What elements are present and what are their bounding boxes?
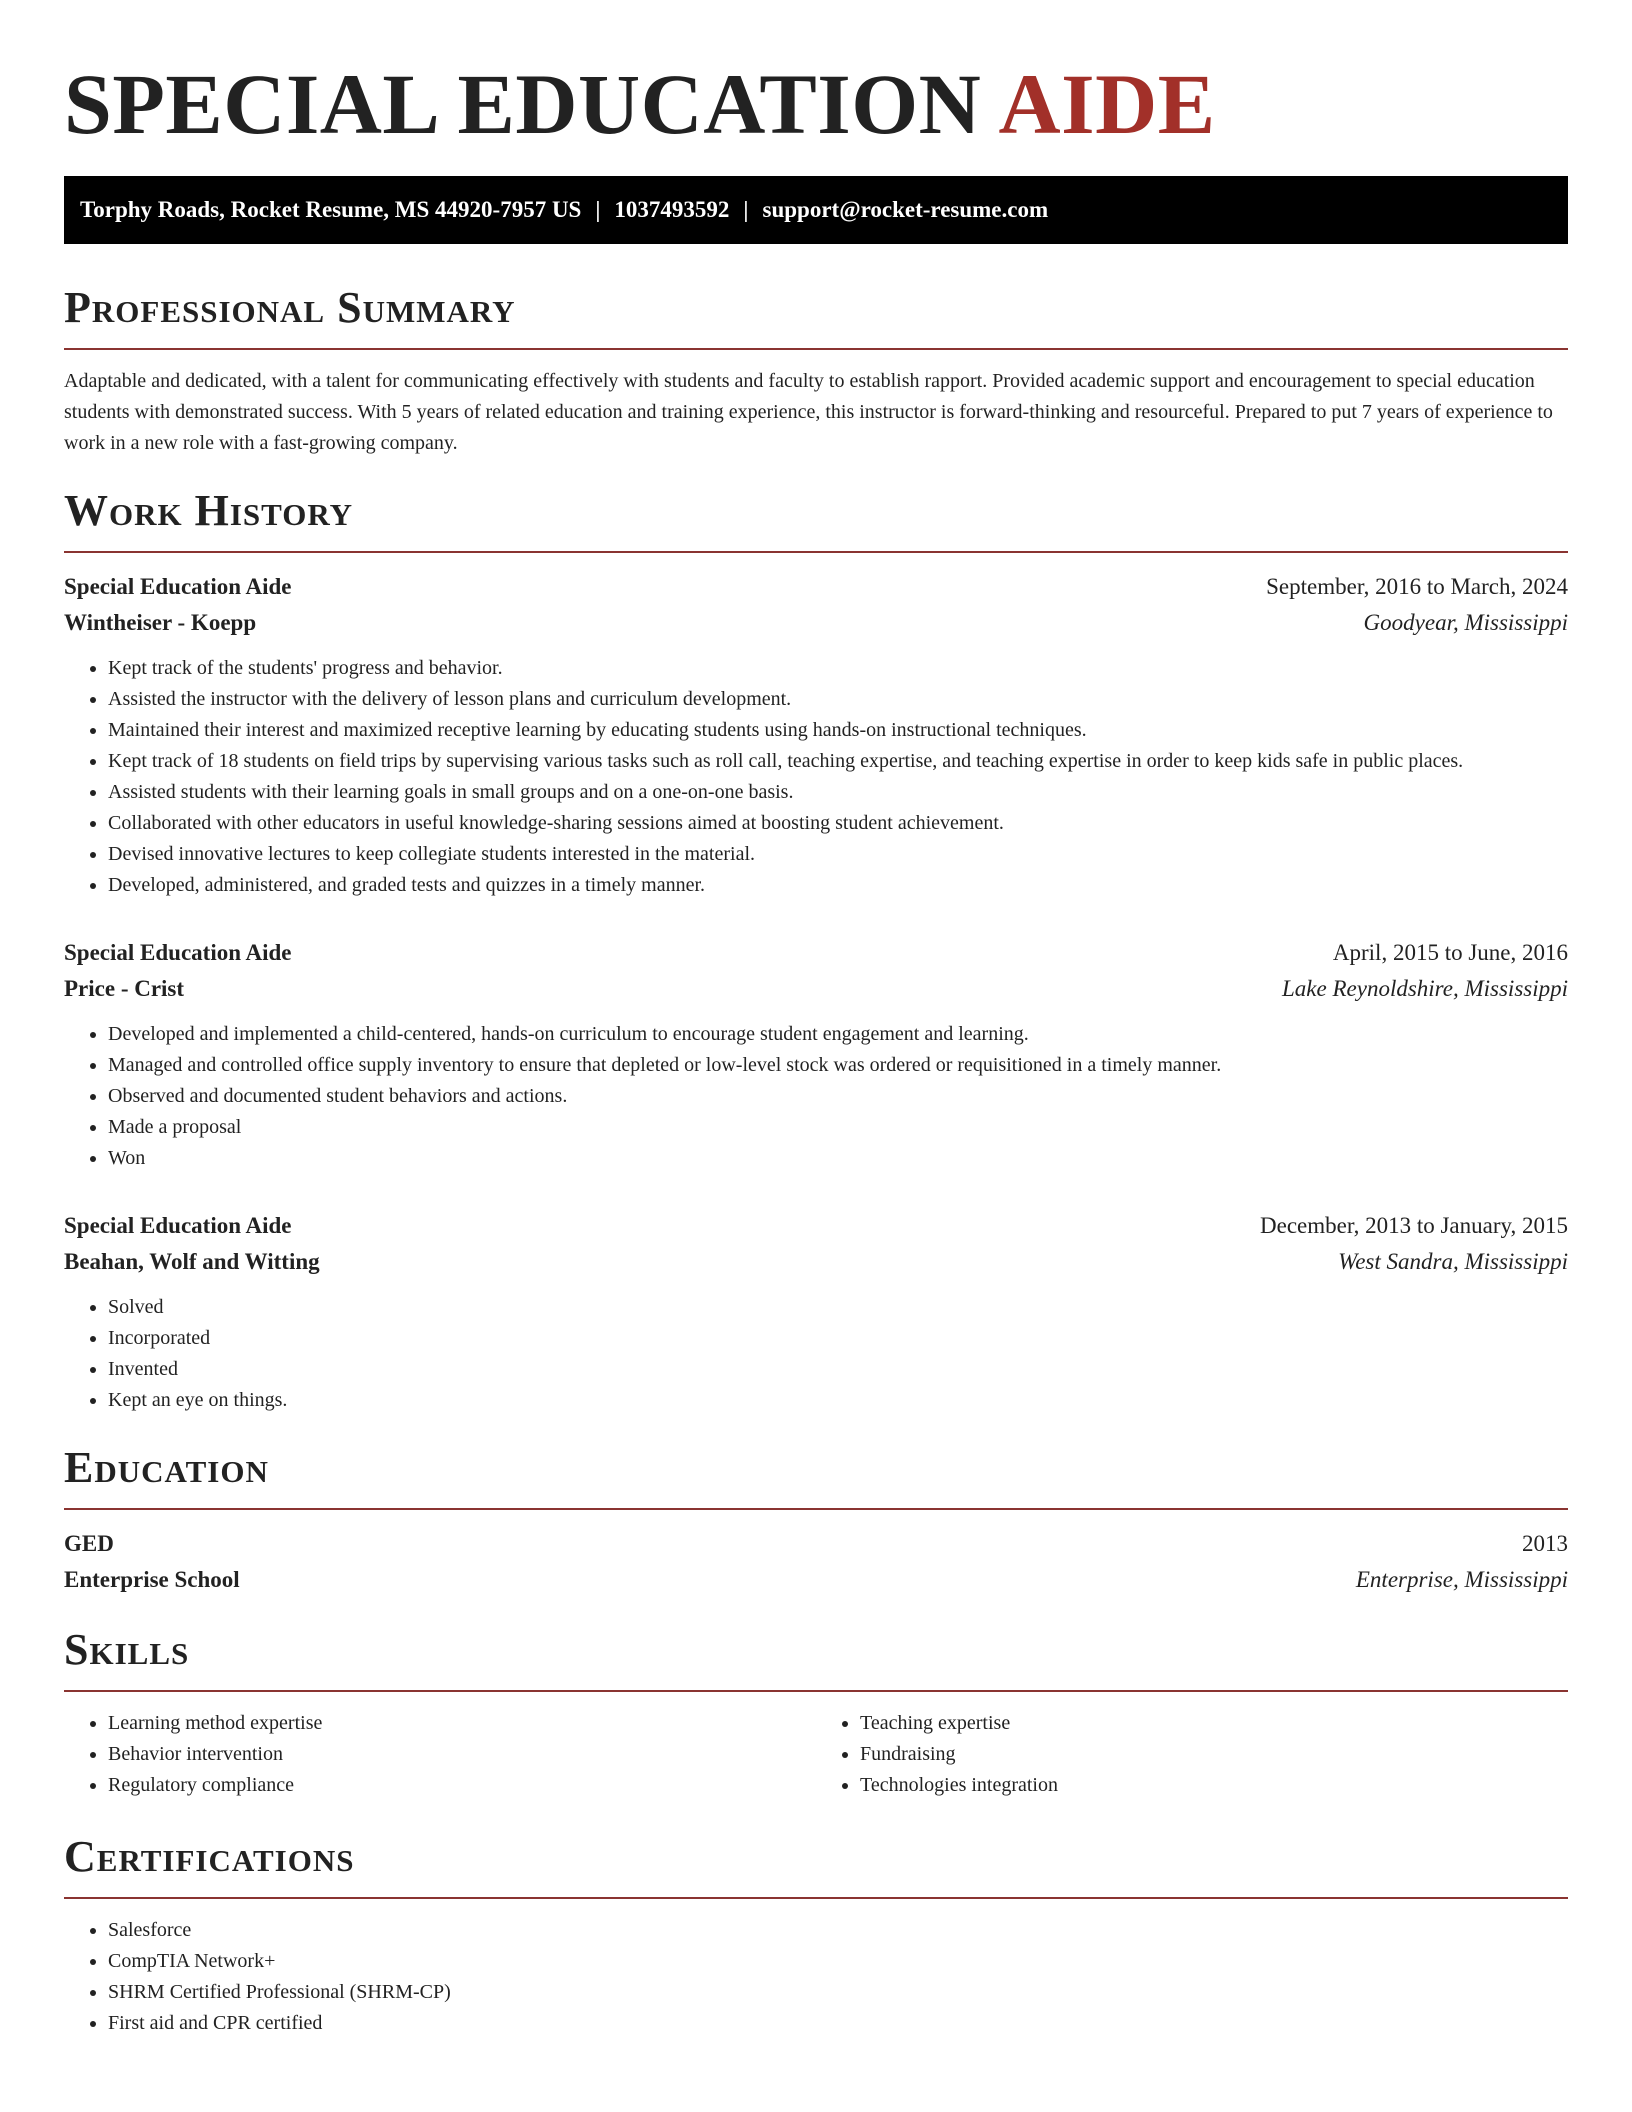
title-accent: AIDE — [998, 56, 1216, 152]
job-dates: April, 2015 to June, 2016 — [1332, 940, 1568, 965]
skills-heading: Skills — [64, 1624, 1568, 1692]
skill-item: • Fundraising — [860, 1739, 1568, 1770]
job-bullet: • Managed and controlled office supply inventory to ensure that depleted or low-level stock was ordered or requisitioned in a timely manner. — [108, 1050, 1568, 1081]
job-bullet: • Assisted the instructor with the delivery of lesson plans and curriculum development. — [108, 684, 1568, 715]
job-entry — [64, 935, 1568, 1174]
job-bullet: • Collaborated with other educators in useful knowledge-sharing sessions aimed at boosting student achievement. — [108, 808, 1568, 839]
skills-list-right — [816, 1708, 1568, 1801]
job-bullet: • Solved — [108, 1292, 1568, 1323]
work-history-section — [64, 485, 1568, 1416]
title-main: SPECIAL EDUCATION — [64, 56, 982, 152]
certification-item: • Salesforce — [108, 1915, 1568, 1946]
job-dates: September, 2016 to March, 2024 — [1266, 574, 1568, 599]
job-bullet: • Assisted students with their learning goals in small groups and on a one-on-one basis. — [108, 777, 1568, 808]
job-dates: December, 2013 to January, 2015 — [1260, 1213, 1568, 1238]
job-bullet: • Invented — [108, 1354, 1568, 1385]
education-year: 2013 — [1522, 1531, 1568, 1556]
job-title: Special Education Aide — [64, 574, 292, 599]
certifications-heading: Certifications — [64, 1831, 1568, 1899]
education-heading: Education — [64, 1442, 1568, 1510]
contact-phone: 1037493592 — [614, 197, 730, 222]
job-bullets — [64, 653, 1568, 901]
certifications-list — [64, 1915, 1568, 2039]
job-bullet: • Kept an eye on things. — [108, 1385, 1568, 1416]
skill-item: • Teaching expertise — [860, 1708, 1568, 1739]
skills-grid — [64, 1708, 1568, 1801]
certifications-section — [64, 1831, 1568, 2039]
education-degree: GED — [64, 1531, 114, 1556]
job-bullet: • Kept track of the students' progress and behavior. — [108, 653, 1568, 684]
skill-item: • Learning method expertise — [108, 1708, 816, 1739]
job-title: Special Education Aide — [64, 940, 292, 965]
job-bullet: • Developed and implemented a child-centered, hands-on curriculum to encourage student engagement and learning. — [108, 1019, 1568, 1050]
summary-text: Adaptable and dedicated, with a talent for communicating effectively with students and faculty to establish rapport. Provided academic support and encouragement to special education students with demonstrated success. With 5 years of related education and training experience, this instructor is forward-thinking and resourceful. Prepared to put 7 years of experience to work in a new role with a fast-growing company. — [64, 370, 1553, 454]
job-bullets — [64, 1019, 1568, 1174]
job-bullet: • Incorporated — [108, 1323, 1568, 1354]
job-location: Goodyear, Mississippi — [1363, 610, 1568, 635]
job-bullet: • Maintained their interest and maximized receptive learning by educating students using hands-on instructional techniques. — [108, 715, 1568, 746]
job-company: Beahan, Wolf and Witting — [64, 1249, 320, 1274]
job-bullet: • Developed, administered, and graded tests and quizzes in a timely manner. — [108, 870, 1568, 901]
job-entry — [64, 569, 1568, 901]
job-bullet: • Made a proposal — [108, 1112, 1568, 1143]
resume-title — [64, 54, 1568, 154]
certification-item: • First aid and CPR certified — [108, 2008, 1568, 2039]
job-location: Lake Reynoldshire, Mississippi — [1282, 976, 1568, 1001]
job-bullets — [64, 1292, 1568, 1416]
skills-list-left — [64, 1708, 816, 1801]
education-section — [64, 1442, 1568, 1598]
education-school: Enterprise School — [64, 1567, 240, 1592]
job-bullet: • Devised innovative lectures to keep collegiate students interested in the material. — [108, 839, 1568, 870]
certification-item: • SHRM Certified Professional (SHRM-CP) — [108, 1977, 1568, 2008]
education-location: Enterprise, Mississippi — [1355, 1567, 1568, 1592]
job-bullet: • Observed and documented student behaviors and actions. — [108, 1081, 1568, 1112]
summary-heading: Professional Summary — [64, 282, 1568, 350]
skill-item: • Regulatory compliance — [108, 1770, 816, 1801]
job-title: Special Education Aide — [64, 1213, 292, 1238]
certification-item: • CompTIA Network+ — [108, 1946, 1568, 1977]
job-bullet: • Kept track of 18 students on field trips by supervising various tasks such as roll call, teaching expertise, and teaching expertise in order to keep kids safe in public places. — [108, 746, 1568, 777]
skill-item: • Behavior intervention — [108, 1739, 816, 1770]
skills-section — [64, 1624, 1568, 1801]
contact-separator: | — [743, 197, 749, 222]
job-location: West Sandra, Mississippi — [1338, 1249, 1568, 1274]
job-bullet: • Won — [108, 1143, 1568, 1174]
job-company: Price - Crist — [64, 976, 185, 1001]
job-entry — [64, 1208, 1568, 1416]
job-company: Wintheiser - Koepp — [64, 610, 257, 635]
contact-bar — [64, 176, 1568, 244]
contact-separator: | — [595, 197, 601, 222]
skill-item: • Technologies integration — [860, 1770, 1568, 1801]
contact-address: Torphy Roads, Rocket Resume, MS 44920-7957 US — [80, 197, 582, 222]
summary-section — [64, 282, 1568, 459]
work-history-heading: Work History — [64, 485, 1568, 553]
contact-email: support@rocket-resume.com — [762, 197, 1049, 222]
